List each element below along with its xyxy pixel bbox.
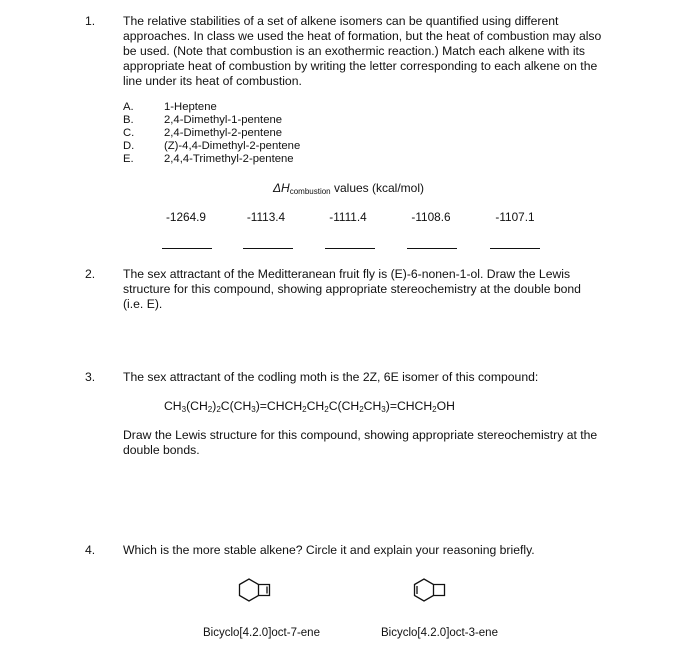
combustion-value: -1108.6 <box>411 210 451 224</box>
formula-part: ) <box>212 399 217 413</box>
alkene-name: 2,4-Dimethyl-1-pentene <box>164 114 283 126</box>
list-item <box>0 101 700 114</box>
q1-line: approaches. In class we used the heat of formation, but the heat of combustion may also <box>123 29 602 43</box>
q1-line: line under its heat of combustion. <box>123 74 302 88</box>
alkene-letter: C. <box>123 127 135 139</box>
question-3-text <box>123 428 628 458</box>
delta-h-symbol: ΔH <box>273 181 290 195</box>
cyclobutane-ring <box>434 585 445 596</box>
answer-blank[interactable] <box>407 248 457 249</box>
question-4-text: Which is the more stable alkene? Circle it and explain your reasoning briefly. <box>123 543 535 557</box>
q2-line: structure for this compound, showing appropriate stereochemistry at the double bond <box>123 282 581 296</box>
formula-part: (CH <box>186 399 208 413</box>
q3-line: Draw the Lewis structure for this compound, showing appropriate stereochemistry at the <box>123 428 598 442</box>
formula-part: CH <box>164 399 182 413</box>
cyclobutene-ring <box>259 585 270 596</box>
answer-blank[interactable] <box>162 248 212 249</box>
formula-part: CH <box>363 399 382 413</box>
alkene-name: 2,4,4-Trimethyl-2-pentene <box>164 153 294 165</box>
question-1-number: 1. <box>85 14 96 28</box>
list-item <box>0 114 700 127</box>
q1-line: The relative stabilities of a set of alkene isomers can be quantified using different <box>123 14 559 28</box>
alkene-letter: A. <box>123 101 134 113</box>
alkene-name: 2,4-Dimethyl-2-pentene <box>164 127 283 139</box>
heading-rest: values (kcal/mol) <box>330 181 424 195</box>
answer-blank[interactable] <box>325 248 375 249</box>
formula-part: CH <box>306 399 325 413</box>
answer-blank[interactable] <box>490 248 540 249</box>
formula-subscript: 2 <box>324 405 329 414</box>
question-4-number: 4. <box>85 543 96 557</box>
formula-subscript: 2 <box>216 405 221 414</box>
formula-subscript: 2 <box>359 405 364 414</box>
question-2-text <box>123 267 628 312</box>
q2-line: The sex attractant of the Meditteranean fruit fly is (E)-6-nonen-1-ol. Draw the Lewis <box>123 267 571 281</box>
q3-line: double bonds. <box>123 443 200 457</box>
formula-subscript: 2 <box>302 405 307 414</box>
combustion-value: -1113.4 <box>246 210 286 224</box>
formula-part: )=CHCH <box>385 399 433 413</box>
formula-subscript: 3 <box>381 405 386 414</box>
q1-line: be used. (Note that combustion is an exothermic reaction.) Match each alkene with its <box>123 44 586 58</box>
q1-line: appropriate heat of combustion by writing the letter corresponding to each alkene on the <box>123 59 598 73</box>
question-3-intro: The sex attractant of the codling moth is the 2Z, 6E isomer of this compound: <box>123 370 539 384</box>
formula-subscript: 2 <box>432 405 437 414</box>
bicyclo-oct-3-ene-structure[interactable] <box>408 573 468 613</box>
alkene-name: 1-Heptene <box>164 101 217 113</box>
list-item <box>0 140 700 153</box>
q2-line: (i.e. E). <box>123 297 163 311</box>
chemical-formula <box>164 399 455 414</box>
formula-part: OH <box>436 399 455 413</box>
question-3-number: 3. <box>85 370 96 384</box>
formula-part: )=CHCH <box>255 399 303 413</box>
combustion-heading <box>273 181 424 196</box>
cyclohexane-ring <box>240 579 259 601</box>
answer-blank[interactable] <box>243 248 293 249</box>
formula-subscript: 3 <box>181 405 187 414</box>
combustion-subscript: combustion <box>289 187 331 196</box>
question-1-text <box>123 14 628 89</box>
combustion-value: -1107.1 <box>495 210 535 224</box>
formula-part: C(CH <box>328 399 360 413</box>
molecule-label: Bicyclo[4.2.0]oct-7-ene <box>203 627 320 639</box>
formula-part: C(CH <box>220 399 252 413</box>
alkene-letter: B. <box>123 114 134 126</box>
alkene-letter: E. <box>123 153 134 165</box>
list-item <box>0 153 700 166</box>
formula-subscript: 2 <box>207 405 213 414</box>
alkene-name: (Z)-4,4-Dimethyl-2-pentene <box>164 140 301 152</box>
formula-subscript: 3 <box>251 405 256 414</box>
molecule-label: Bicyclo[4.2.0]oct-3-ene <box>381 627 498 639</box>
list-item <box>0 127 700 140</box>
question-2-number: 2. <box>85 267 96 281</box>
alkene-letter: D. <box>123 140 135 152</box>
bicyclo-oct-7-ene-structure[interactable] <box>233 573 293 613</box>
combustion-value: -1111.4 <box>329 210 367 224</box>
combustion-value: -1264.9 <box>165 210 206 224</box>
